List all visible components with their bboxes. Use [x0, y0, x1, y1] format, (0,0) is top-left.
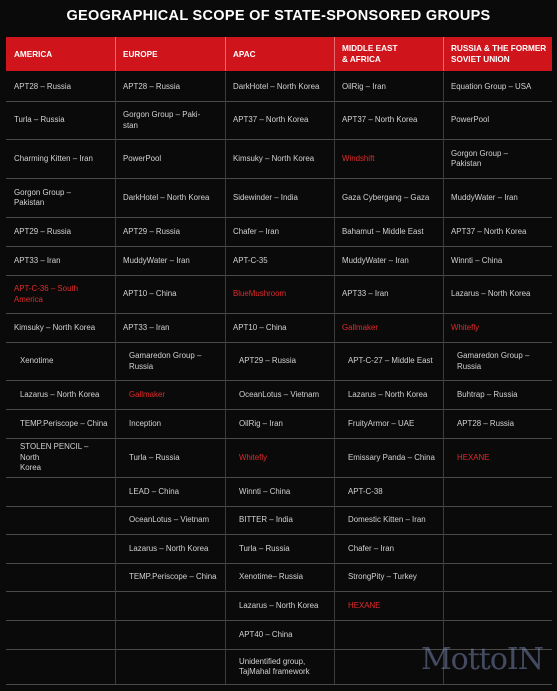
- group-cell: Kimsuky – North Korea: [14, 322, 96, 332]
- group-cell: Gorgon Group – Paki- stan: [123, 110, 201, 130]
- group-cell: TEMP.Periscope – China: [129, 572, 217, 582]
- group-cell: MuddyWater – Iran: [342, 255, 409, 265]
- group-cell: APT28 – Russia: [457, 418, 515, 428]
- group-cell: APT-C-35: [233, 255, 268, 265]
- group-cell: Lazarus – North Korea: [20, 389, 100, 399]
- group-cell: Whitefly: [451, 322, 480, 332]
- group-cell: APT29 – Russia: [123, 226, 181, 236]
- group-cell: Winnti – China: [239, 486, 291, 496]
- group-cell: Lazarus – North Korea: [348, 389, 428, 399]
- group-cell: APT33 – Iran: [14, 255, 61, 265]
- group-cell: OceanLotus – Vietnam: [129, 515, 210, 525]
- group-cell: OilRig – Iran: [239, 418, 283, 428]
- group-cell: MuddyWater – Iran: [451, 192, 518, 202]
- group-cell: Winnti – China: [451, 255, 503, 265]
- group-cell: APT28 – Russia: [14, 81, 72, 91]
- group-cell: APT37 – North Korea: [342, 115, 418, 125]
- group-cell: TEMP.Periscope – China: [20, 418, 108, 428]
- group-cell: APT-C-38: [348, 486, 383, 496]
- group-cell: Domestic Kitten – Iran: [348, 515, 426, 525]
- group-cell: Gamaredon Group – Russia: [457, 351, 530, 371]
- group-cell: Gaza Cybergang – Gaza: [342, 192, 430, 202]
- header-divider: [443, 37, 444, 71]
- group-cell: MuddyWater – Iran: [123, 255, 190, 265]
- group-cell: Gorgon Group – Pakistan: [451, 148, 509, 168]
- watermark-logo: MottoIN: [420, 642, 543, 677]
- group-cell: BlueMushroom: [233, 289, 287, 299]
- group-cell: Lazarus – North Korea: [239, 600, 319, 610]
- group-cell: Bahamut – Middle East: [342, 226, 424, 236]
- group-cell: Turla – Russia: [14, 115, 65, 125]
- group-cell: APT28 – Russia: [123, 81, 181, 91]
- group-cell: APT37 – North Korea: [233, 115, 309, 125]
- group-cell: APT37 – North Korea: [451, 226, 527, 236]
- group-cell: Whitefly: [239, 452, 268, 462]
- group-cell: StrongPity – Turkey: [348, 572, 417, 582]
- group-cell: STOLEN PENCIL – North Korea: [20, 442, 89, 473]
- group-cell: APT33 – Iran: [342, 289, 389, 299]
- group-cell: Kimsuky – North Korea: [233, 153, 315, 163]
- column-header-1: AMERICA: [6, 37, 115, 71]
- group-cell: Equation Group – USA: [451, 81, 532, 91]
- group-cell: DarkHotel – North Korea: [123, 192, 210, 202]
- group-cell: BITTER – India: [239, 515, 293, 525]
- page-title: GEOGRAPHICAL SCOPE OF STATE-SPONSORED GROUPS: [66, 8, 491, 24]
- column-divider: [115, 72, 116, 684]
- header-divider: [115, 37, 116, 71]
- group-cell: Windshift: [342, 153, 375, 163]
- column-divider: [443, 72, 444, 684]
- group-cell: PowerPool: [451, 115, 490, 125]
- row-divider: [6, 684, 552, 685]
- group-cell: Gallmaker: [129, 389, 165, 399]
- group-cell: DarkHotel – North Korea: [233, 81, 320, 91]
- group-cell: HEXANE: [457, 452, 490, 462]
- column-header-2: EUROPE: [115, 37, 225, 71]
- group-cell: Emissary Panda – China: [348, 452, 435, 462]
- column-divider: [225, 72, 226, 684]
- column-divider: [334, 72, 335, 684]
- column-header-3: APAC: [225, 37, 334, 71]
- group-cell: Gorgon Group – Pakistan: [14, 187, 72, 207]
- column-header-5: RUSSIA & THE FORMER SOVIET UNION: [443, 37, 552, 71]
- group-cell: APT-C-36 – South America: [14, 284, 79, 304]
- group-cell: Xenotime: [20, 356, 54, 366]
- group-cell: APT33 – Iran: [123, 322, 170, 332]
- column-header-4: MIDDLE EAST & AFRICA: [334, 37, 443, 71]
- group-cell: Chafer – Iran: [233, 226, 280, 236]
- header-divider: [225, 37, 226, 71]
- group-cell: Turla – Russia: [129, 452, 180, 462]
- group-cell: PowerPool: [123, 153, 162, 163]
- header-divider: [334, 37, 335, 71]
- group-cell: Gallmaker: [342, 322, 378, 332]
- group-cell: APT29 – Russia: [239, 356, 297, 366]
- group-cell: APT10 – China: [123, 289, 177, 299]
- group-cell: APT29 – Russia: [14, 226, 72, 236]
- group-cell: Inception: [129, 418, 162, 428]
- group-cell: LEAD – China: [129, 486, 180, 496]
- group-cell: FruityArmor – UAE: [348, 418, 415, 428]
- group-cell: HEXANE: [348, 600, 381, 610]
- group-cell: Turla – Russia: [239, 543, 290, 553]
- group-cell: Charming Kitten – Iran: [14, 153, 93, 163]
- group-cell: Buhtrap – Russia: [457, 389, 518, 399]
- group-cell: Chafer – Iran: [348, 543, 395, 553]
- group-cell: APT40 – China: [239, 629, 293, 639]
- group-cell: Unidentified group, TajMahal framework: [239, 656, 310, 676]
- group-cell: Lazarus – North Korea: [129, 543, 209, 553]
- group-cell: OceanLotus – Vietnam: [239, 389, 320, 399]
- group-cell: Lazarus – North Korea: [451, 289, 531, 299]
- group-cell: Gamaredon Group – Russia: [129, 351, 202, 371]
- group-cell: Xenotime– Russia: [239, 572, 304, 582]
- group-cell: OilRig – Iran: [342, 81, 386, 91]
- group-cell: APT10 – China: [233, 322, 287, 332]
- group-cell: Sidewinder – India: [233, 192, 298, 202]
- group-cell: APT-C-27 – Middle East: [348, 356, 433, 366]
